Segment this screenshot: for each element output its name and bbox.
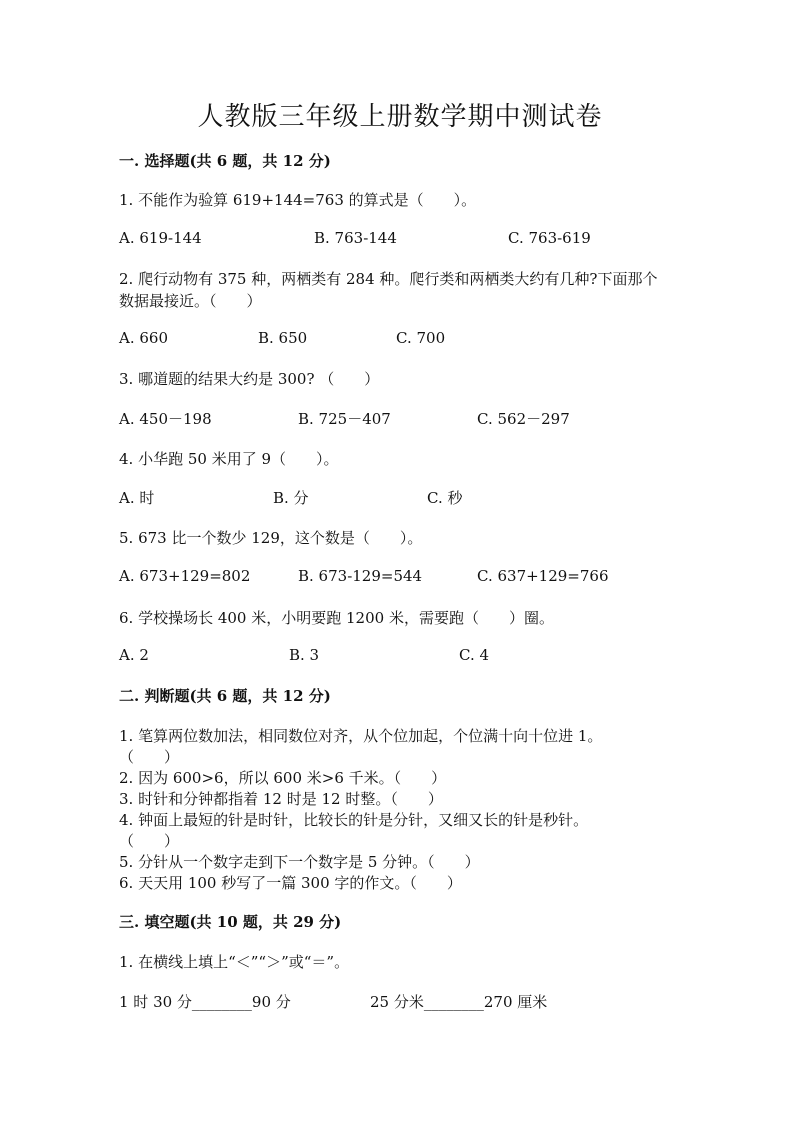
section-heading-judge: 二. 判断题(共 6 题，共 12 分)	[119, 687, 331, 705]
option-a: A. 450－198	[119, 410, 212, 428]
judge-line: 3. 时针和分钟都指着 12 时是 12 时整。（ ）	[119, 790, 443, 808]
option-c: C. 637+129=766	[477, 567, 609, 585]
judge-line: 2. 因为 600>6，所以 600 米>6 千米。（ ）	[119, 769, 447, 787]
section-heading-choice: 一. 选择题(共 6 题，共 12 分)	[119, 152, 331, 170]
option-a: A. 2	[119, 646, 149, 664]
option-b: B. 673-129=544	[298, 567, 423, 585]
option-c: C. 700	[396, 329, 446, 347]
judge-line: 1. 笔算两位数加法，相同数位对齐，从个位加起，个位满十向十位进 1。	[119, 727, 603, 745]
question-5: 5. 673 比一个数少 129，这个数是（ ）。	[119, 529, 423, 547]
question-4: 4. 小华跑 50 米用了 9（ ）。	[119, 450, 339, 468]
option-a: A. 673+129=802	[119, 567, 251, 585]
question-2-line-1: 2. 爬行动物有 375 种，两栖类有 284 种。爬行类和两栖类大约有几种?下面那个	[119, 270, 658, 288]
question-2-line-2: 数据最接近。（ ）	[119, 292, 262, 310]
option-b: B. 3	[289, 646, 320, 664]
judge-line: 4. 钟面上最短的针是时针，比较长的针是分针，又细又长的针是秒针。	[119, 811, 589, 829]
section-heading-fill: 三. 填空题(共 10 题，共 29 分)	[119, 913, 342, 931]
option-a: A. 619-144	[119, 229, 202, 247]
option-b: B. 分	[273, 489, 309, 507]
option-b: B. 650	[258, 329, 308, 347]
option-c: C. 763-619	[508, 229, 591, 247]
fill-question-1: 1. 在横线上填上“＜”“＞”或“＝”。	[119, 953, 350, 971]
question-6: 6. 学校操场长 400 米，小明要跑 1200 米，需要跑（ ）圈。	[119, 609, 554, 627]
judge-line: 6. 天天用 100 秒写了一篇 300 字的作文。（ ）	[119, 874, 462, 892]
option-c: C. 562－297	[477, 410, 570, 428]
fill-blank: 1 时 30 分________90 分	[119, 993, 291, 1011]
option-c: C. 秒	[427, 489, 463, 507]
option-b: B. 725－407	[298, 410, 391, 428]
judge-line: （ ）	[119, 748, 180, 766]
judge-line: （ ）	[119, 832, 180, 850]
question-1: 1. 不能作为验算 619+144=763 的算式是（ ）。	[119, 191, 477, 209]
option-c: C. 4	[459, 646, 490, 664]
page-title: 人教版三年级上册数学期中测试卷	[197, 102, 603, 132]
option-a: A. 时	[119, 489, 155, 507]
fill-blank: 25 分米________270 厘米	[370, 993, 548, 1011]
question-3: 3. 哪道题的结果大约是 300? （ ）	[119, 370, 380, 388]
option-a: A. 660	[119, 329, 168, 347]
judge-line: 5. 分针从一个数字走到下一个数字是 5 分钟。（ ）	[119, 853, 480, 871]
option-b: B. 763-144	[314, 229, 397, 247]
